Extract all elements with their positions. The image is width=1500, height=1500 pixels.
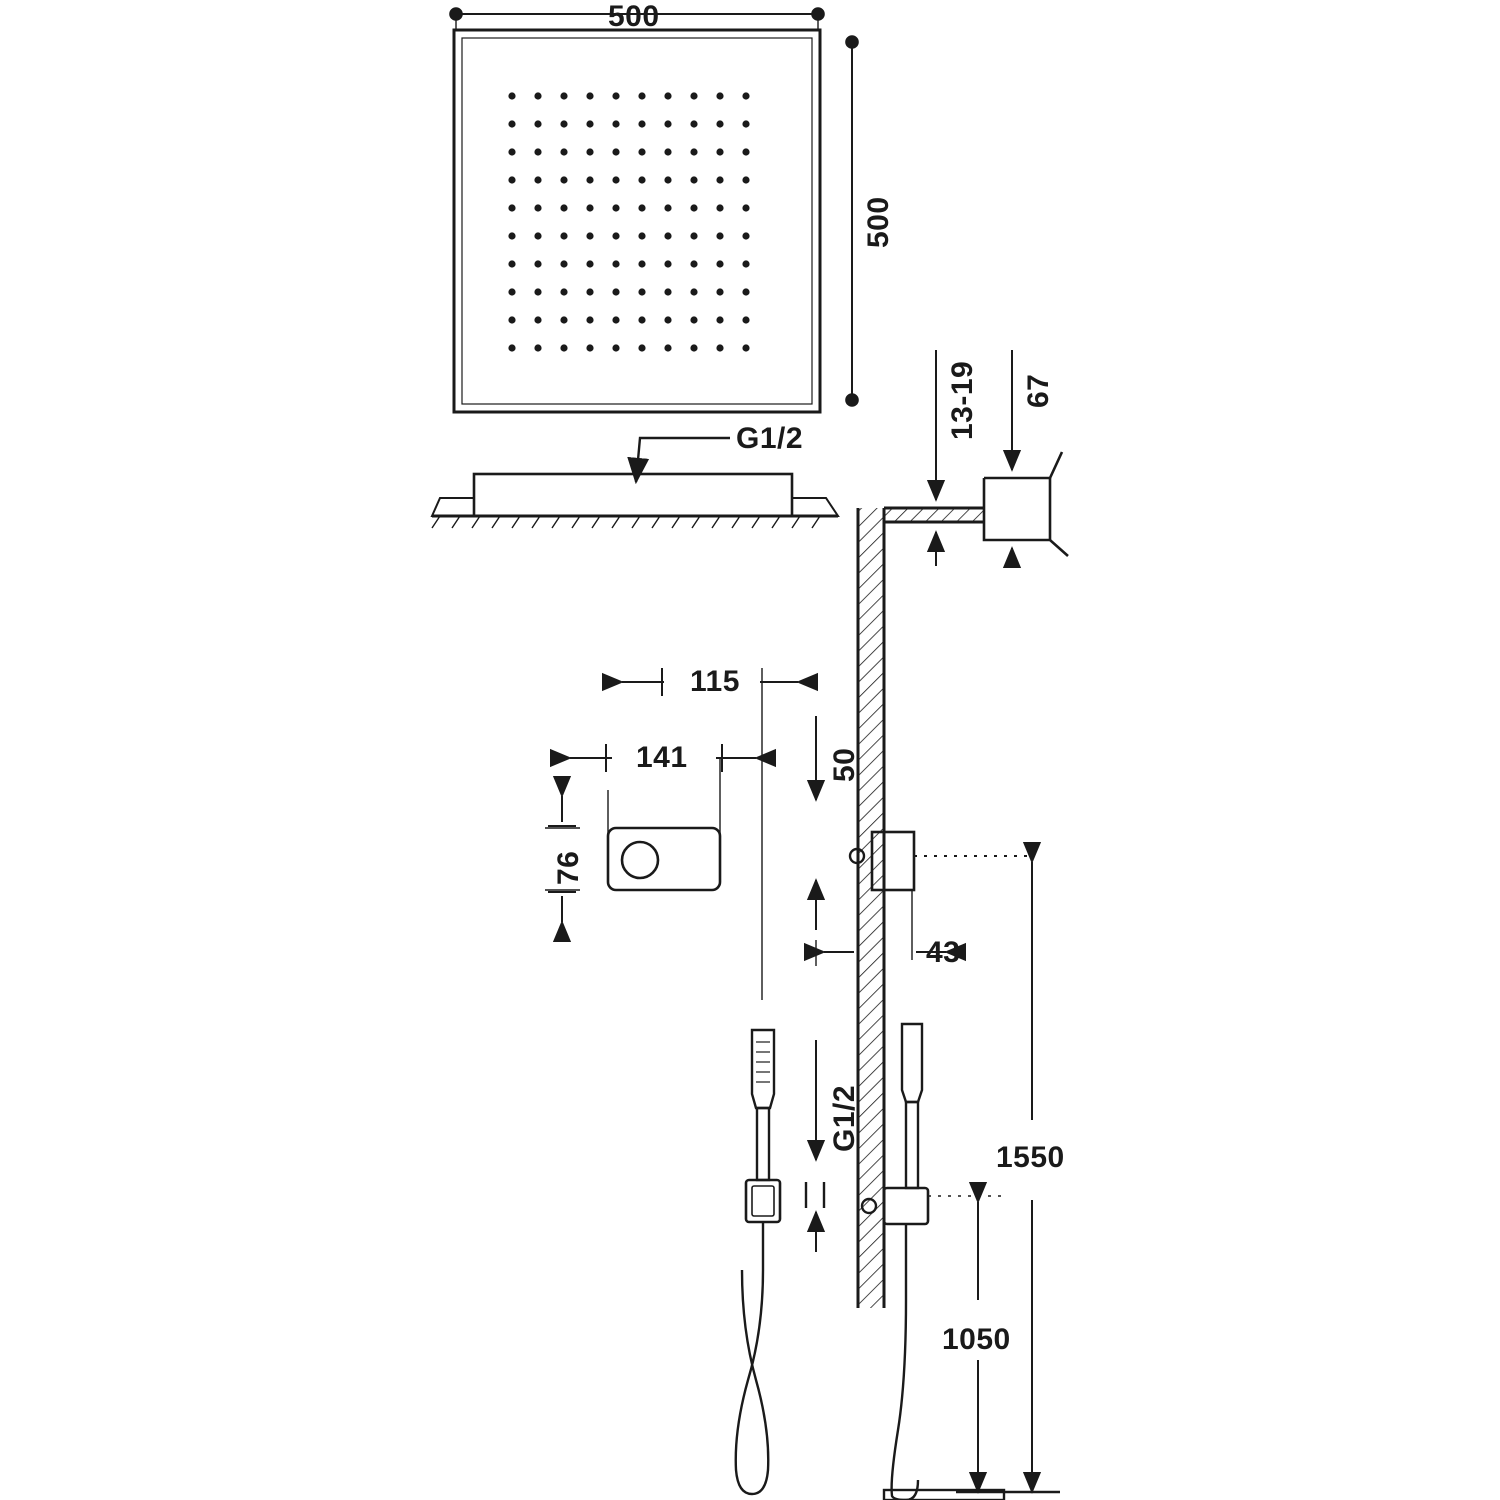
hand-shower-front-view bbox=[736, 1030, 780, 1494]
dimension-offset-115 bbox=[622, 668, 798, 1000]
rain-head-section-view bbox=[432, 474, 838, 528]
nozzle-grid bbox=[508, 92, 749, 351]
label-projection-43: 43 bbox=[926, 936, 961, 969]
label-handshower-g12: G1/2 bbox=[828, 1084, 861, 1152]
label-offset-115: 115 bbox=[690, 665, 740, 698]
label-centre-50: 50 bbox=[828, 747, 861, 782]
label-right-depth-500: 500 bbox=[862, 196, 895, 248]
rain-head-plan-view bbox=[454, 30, 820, 412]
leader-inlet-g12 bbox=[636, 438, 730, 482]
label-panel-height-76: 76 bbox=[552, 850, 585, 885]
label-ceiling-thickness: 13-19 bbox=[946, 360, 979, 440]
dimension-handshower-g12 bbox=[806, 1040, 824, 1252]
ceiling-section bbox=[884, 452, 1068, 556]
label-height-1550: 1550 bbox=[996, 1141, 1065, 1174]
label-panel-width-141: 141 bbox=[636, 741, 688, 774]
label-inlet-g12: G1/2 bbox=[736, 422, 804, 455]
label-top-width-500: 500 bbox=[608, 0, 660, 33]
label-height-1050: 1050 bbox=[942, 1323, 1011, 1356]
label-recess-depth: 67 bbox=[1022, 373, 1055, 408]
wall-section bbox=[858, 508, 884, 1308]
control-panel-front-view bbox=[608, 828, 720, 890]
